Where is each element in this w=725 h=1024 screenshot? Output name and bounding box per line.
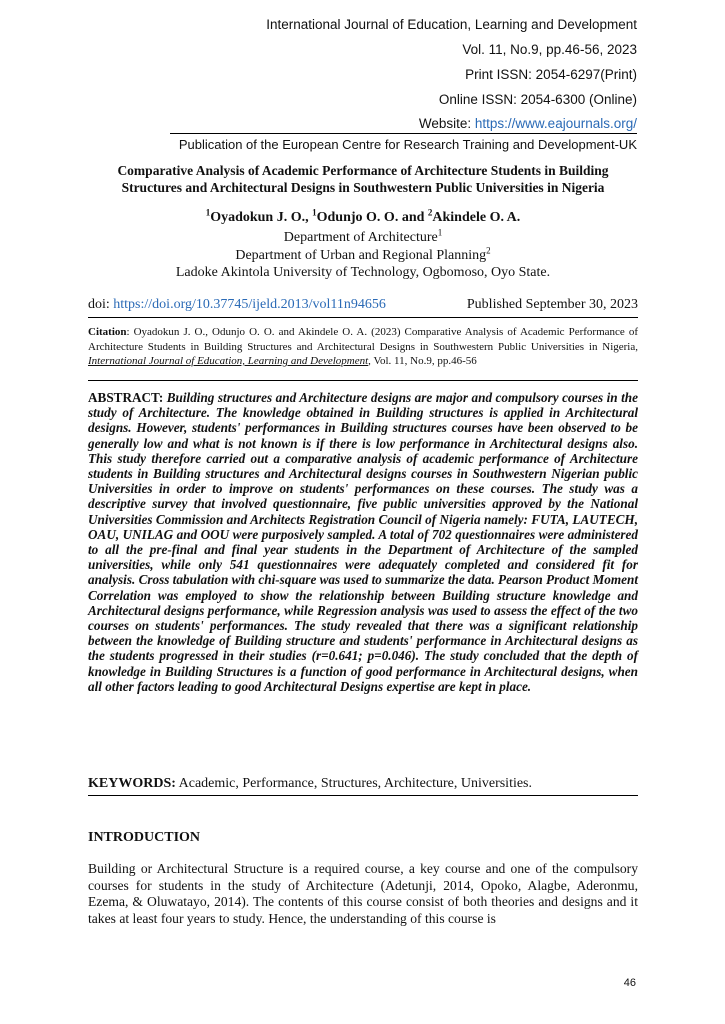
citation-label: Citation <box>88 326 127 338</box>
author-3-sup: 2 <box>427 207 433 218</box>
doi-divider <box>88 317 638 318</box>
affiliation-university: Ladoke Akintola University of Technology, Ogbomoso, Oyo State. <box>175 265 551 280</box>
citation-journal: International Journal of Education, Learning and Development <box>88 355 369 367</box>
dept-1-sup: 1 <box>437 227 443 238</box>
keywords-divider <box>88 795 638 796</box>
website-label: Website: <box>418 116 475 131</box>
journal-name: International Journal of Education, Learning and Development <box>266 17 637 32</box>
affiliation-dept-1 <box>88 227 638 246</box>
page-number: 46 <box>623 977 636 989</box>
dept-2-sup: 2 <box>486 245 491 256</box>
introduction-heading: INTRODUCTION <box>88 830 201 845</box>
citation-block <box>88 325 638 369</box>
author-list <box>88 207 638 226</box>
author-1: Oyadokun J. O., <box>210 210 313 225</box>
citation-divider <box>88 380 638 381</box>
author-3: Akindele O. A. <box>432 210 521 225</box>
citation-text-b: , Vol. 11, No.9, pp.46-56 <box>368 355 477 367</box>
author-1-sup: 1 <box>205 207 211 218</box>
dept-2-text: Department of Urban and Regional Planning <box>235 248 487 263</box>
affiliation-dept-2 <box>88 245 638 264</box>
author-2: Odunjo O. O. and <box>316 210 428 225</box>
dept-1-text: Department of Architecture <box>283 230 438 245</box>
website-line <box>419 115 637 132</box>
keywords-line <box>88 776 638 792</box>
abstract-text: Building structures and Architecture designs are major and compulsory courses in the study of Architecture. The knowledge obtained in Building structures is applied in Architectural designs. However, students' performances in Building structures courses have been observed to be generally low and what is not known is if there is low performance in Architectural designs also. This study therefore carried out a comparative analysis of academic performance of Architecture students in Building structures and Architectural designs courses in Southwestern Nigerian public Universities in order to improve on students' performances on these courses. The study was a descriptive survey that involved questionnaire, five public universities approved by the National Universities Commission and Architects Registration Council of Nigeria namely: FUTA, LAUTECH, OAU, UNILAG and OOU were purposively sampled. A total of 702 questionnaires were administered to all the pre-final and final year students in the Department of Architecture of the sampled universities, while only 541 questionnaires were adequately completed and considered fit for analysis. Cross tabulation with chi-square was used to summarize the data. Pearson Product Moment Correlation was employed to show the relationship between Building structure knowledge and Architectural designs performance, while Regression analysis was used to assess the effect of the two courses on students' performances. The study revealed that there was a significant relationship between the knowledge of Building structure and students' performance in Architectural designs as the students progressed in their studies (r=0.641; p=0.046). The study concluded that the depth of knowledge in Building Structures is a function of good performance in Architectural designs, when all other factors leading to good Architectural Designs expertise are kept in place. <box>88 390 638 694</box>
abstract-label: ABSTRACT: <box>88 390 164 405</box>
volume-info: Vol. 11, No.9, pp.46-56, 2023 <box>462 42 637 57</box>
author-2-sup: 1 <box>312 207 317 218</box>
abstract-block <box>88 390 638 694</box>
print-issn: Print ISSN: 2054-6297(Print) <box>465 67 637 82</box>
doi-label: doi: <box>88 297 114 312</box>
introduction-paragraph: Building or Architectural Structure is a required course, a key course and one of the compulsory courses for students in the study of Architecture (Adetunji, 2014, Opoko, Alagbe, Aderonmu, Ezema, & Oluwatayo, 2014). The contents of this course consist of both theories and designs and it takes at least four years to study. Hence, the understanding of this course is <box>88 861 638 926</box>
online-issn: Online ISSN: 2054-6300 (Online) <box>438 92 637 107</box>
publisher-line: Publication of the European Centre for Research Training and Development-UK <box>170 133 637 152</box>
doi-link[interactable]: https://doi.org/10.37745/ijeld.2013/vol11n94656 <box>113 297 386 312</box>
doi-line <box>88 297 638 313</box>
keywords-text: Academic, Performance, Structures, Architecture, Universities. <box>175 776 533 791</box>
website-link[interactable]: https://www.eajournals.org/ <box>474 116 637 131</box>
paper-title: Comparative Analysis of Academic Performance of Architecture Students in Building Structures and Architectural Designs in Southwestern Public Universities in Nigeria <box>117 163 609 195</box>
published-date: Published September 30, 2023 <box>466 297 638 312</box>
citation-text-a: : Oyadokun J. O., Odunjo O. O. and Akindele O. A. (2023) Comparative Analysis of Academic Performance of Architecture Students in Building Structures and Architectural Designs in Southwestern Public Universities in Nigeria, <box>88 326 638 353</box>
keywords-label: KEYWORDS: <box>88 776 176 791</box>
